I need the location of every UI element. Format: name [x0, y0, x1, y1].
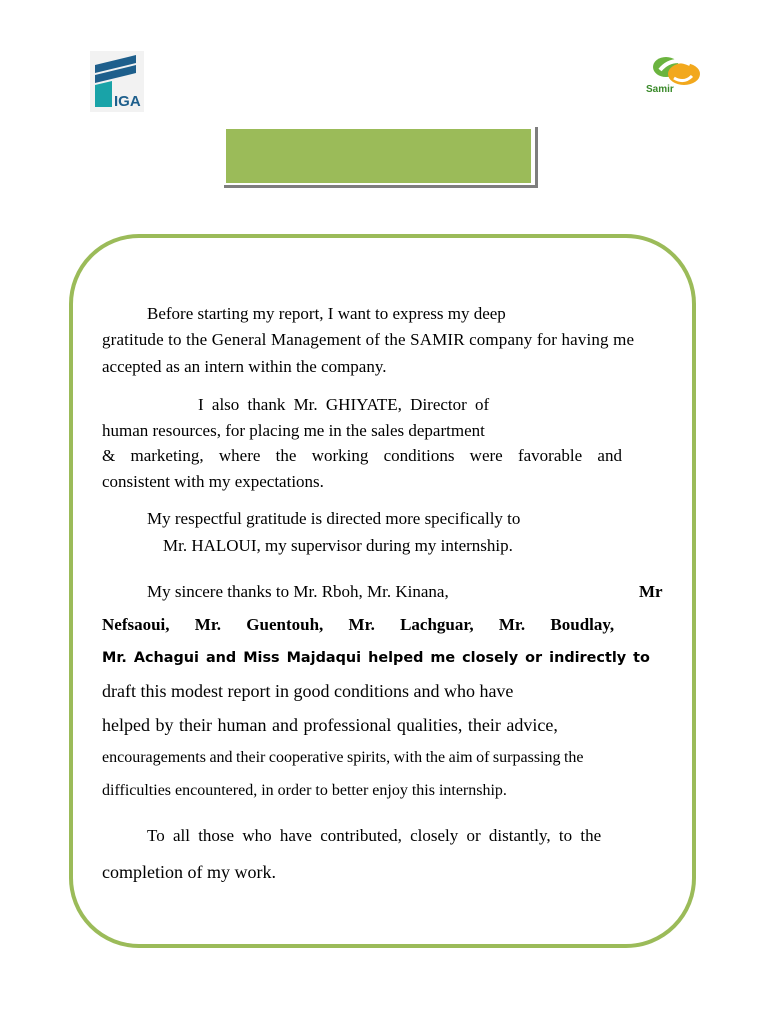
p4-line-2: Nefsaoui, Mr. Guentouh, Mr. Lachguar, Mr. Boudlay,	[102, 615, 615, 634]
iga-logo-text: IGA	[114, 93, 141, 110]
p2-line-4: consistent with my expectations.	[102, 472, 324, 491]
p1-line-3: accepted as an intern within the company.	[102, 357, 387, 376]
p4-line-5: helped by their human and professional qualities, their advice,	[102, 715, 558, 735]
p2-line-2: human resources, for placing me in the sales department	[102, 421, 485, 440]
p4-line-4: draft this modest report in good conditions and who have	[102, 681, 514, 701]
p2-line-3: & marketing, where the working conditions were favorable and	[102, 446, 622, 465]
p4-line-1a: My sincere thanks to Mr. Rboh, Mr. Kinana,	[147, 582, 449, 601]
samir-logo	[644, 50, 706, 98]
p4-line-6: encouragements and their cooperative spirits, with the aim of surpassing the	[102, 749, 584, 766]
iga-logo	[90, 51, 144, 112]
p2-line-1: I also thank Mr. GHIYATE, Director of	[198, 395, 490, 414]
p4-line-3: Mr. Achagui and Miss Majdaqui helped me closely or indirectly to	[102, 650, 650, 666]
p1-line-2	[102, 330, 724, 350]
p1-line-1: Before starting my report, I want to express my deep	[147, 304, 506, 323]
p4-line-1b: Mr	[639, 582, 663, 601]
p4-line-7: difficulties encountered, in order to better enjoy this internship.	[102, 782, 507, 799]
samir-logo-text: Samir	[646, 84, 674, 95]
p5-line-1: To all those who have contributed, closely or distantly, to the	[147, 826, 602, 845]
p3-line-2: Mr. HALOUI, my supervisor during my internship.	[163, 536, 513, 555]
title-box-fill	[226, 129, 531, 183]
p1-line-2-text: gratitude to the General Management of the SAMIR company for having me	[102, 330, 635, 349]
p3-line-1: My respectful gratitude is directed more specifically to	[147, 509, 521, 528]
p5-line-2: completion of my work.	[102, 862, 276, 882]
